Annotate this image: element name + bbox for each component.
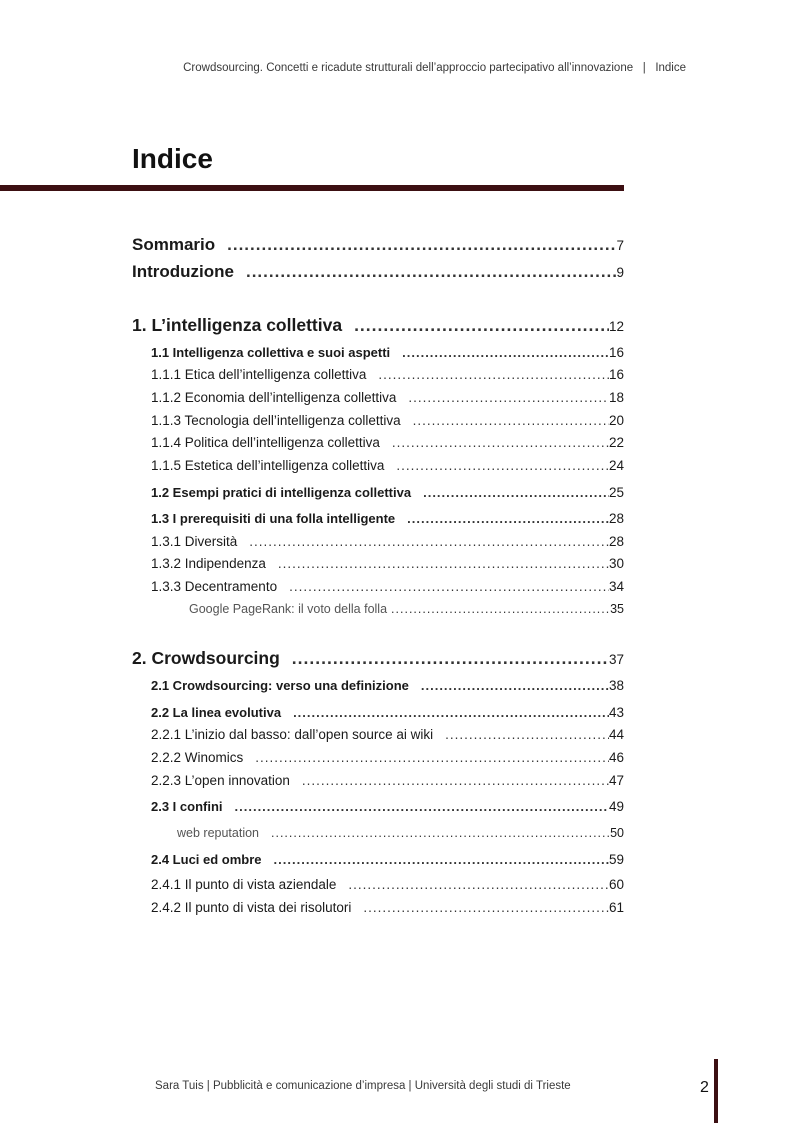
header-separator: | <box>642 62 646 74</box>
toc-entry[interactable] <box>132 648 624 669</box>
toc-entry[interactable] <box>151 773 624 788</box>
toc-label: 2.2.1 L’inizio dal basso: dall’open source ai wiki <box>151 727 434 742</box>
toc-leader <box>348 877 609 892</box>
toc-label: 2.4.2 Il punto di vista dei risolutori <box>151 900 352 915</box>
toc-leader <box>392 435 609 450</box>
toc-entry[interactable] <box>151 390 624 405</box>
toc-leader <box>421 678 609 693</box>
toc-page: 16 <box>608 367 624 382</box>
toc-page: 43 <box>608 705 624 720</box>
toc-page: 22 <box>608 435 624 450</box>
toc-label: web reputation <box>177 826 260 840</box>
toc-entry[interactable] <box>151 678 624 693</box>
toc-page: 16 <box>608 345 624 360</box>
toc-leader <box>423 485 609 500</box>
toc-page: 59 <box>608 852 624 867</box>
toc-page: 28 <box>608 511 624 526</box>
toc-leader <box>391 602 610 616</box>
toc-entry[interactable] <box>151 727 624 742</box>
toc-entry[interactable] <box>132 262 624 282</box>
toc-label: 2.2 La linea evolutiva <box>151 705 282 720</box>
toc-leader <box>413 413 609 428</box>
toc-leader <box>445 727 609 742</box>
toc-page: 25 <box>608 485 624 500</box>
toc-entry[interactable] <box>151 345 624 360</box>
toc-leader <box>246 262 617 282</box>
toc-entry[interactable] <box>132 235 624 255</box>
page-number: 2 <box>700 1079 709 1096</box>
toc-label: 2.3 I confini <box>151 799 223 814</box>
toc-label: 1.3.1 Diversità <box>151 534 238 549</box>
toc-page: 28 <box>608 534 624 549</box>
toc-leader <box>235 799 609 814</box>
toc-entry[interactable] <box>189 602 624 616</box>
toc-entry[interactable] <box>151 900 624 915</box>
toc-page: 44 <box>608 727 624 742</box>
toc-label: 1.1.2 Economia dell’intelligenza collettiva <box>151 390 397 405</box>
toc-page: 20 <box>608 413 624 428</box>
page-title: Indice <box>132 143 213 174</box>
toc-page: 50 <box>610 826 624 840</box>
running-title: Crowdsourcing. Concetti e ricadute strutturali dell’approccio partecipativo all’innovazione <box>183 62 634 74</box>
toc-label: Google PageRank: il voto della folla <box>189 602 388 616</box>
header-section: Indice <box>655 62 686 74</box>
toc-leader <box>271 826 610 840</box>
toc-leader <box>274 852 609 867</box>
toc-entry[interactable] <box>151 750 624 765</box>
toc-page: 60 <box>608 877 624 892</box>
toc-label: 2.2.2 Winomics <box>151 750 244 765</box>
toc-entry[interactable] <box>151 852 624 867</box>
toc-leader <box>363 900 609 915</box>
toc-entry[interactable] <box>151 435 624 450</box>
toc-page: 30 <box>608 556 624 571</box>
toc-label: 1. L’intelligenza collettiva <box>132 315 343 335</box>
running-header <box>131 62 686 74</box>
toc-entry[interactable] <box>151 534 624 549</box>
toc-page: 24 <box>608 458 624 473</box>
toc-label: 1.2 Esempi pratici di intelligenza collettiva <box>151 485 412 500</box>
toc-leader <box>292 648 609 669</box>
toc-label: 1.1.5 Estetica dell’intelligenza collettiva <box>151 458 385 473</box>
toc-page: 38 <box>608 678 624 693</box>
toc-entry[interactable] <box>151 579 624 594</box>
toc-leader <box>227 235 616 255</box>
toc-leader <box>378 367 609 382</box>
toc-page: 18 <box>608 390 624 405</box>
toc-leader <box>408 390 609 405</box>
toc-page: 9 <box>616 265 624 280</box>
toc-leader <box>396 458 609 473</box>
toc-entry[interactable] <box>151 877 624 892</box>
toc-leader <box>302 773 609 788</box>
toc-page: 49 <box>608 799 624 814</box>
toc-leader <box>255 750 609 765</box>
toc-entry[interactable] <box>151 556 624 571</box>
toc-label: Sommario <box>132 235 216 254</box>
toc-entry[interactable] <box>177 826 624 840</box>
toc-label: 1.1.4 Politica dell’intelligenza collettiva <box>151 435 380 450</box>
toc-page: 61 <box>608 900 624 915</box>
toc-leader <box>289 579 609 594</box>
toc-entry[interactable] <box>151 511 624 526</box>
toc-entry[interactable] <box>151 705 624 720</box>
toc-entry[interactable] <box>132 315 624 336</box>
toc-page: 37 <box>608 652 624 667</box>
page-number-bar <box>714 1059 718 1123</box>
toc-page: 46 <box>608 750 624 765</box>
toc-label: 1.3.3 Decentramento <box>151 579 278 594</box>
toc-entry[interactable] <box>151 458 624 473</box>
toc-page: 47 <box>608 773 624 788</box>
toc-label: 1.1.1 Etica dell’intelligenza collettiva <box>151 367 367 382</box>
toc-leader <box>407 511 609 526</box>
toc-label: 1.3 I prerequisiti di una folla intelligente <box>151 511 396 526</box>
title-rule <box>0 185 624 191</box>
toc-leader <box>402 345 609 360</box>
toc-leader <box>354 315 609 336</box>
toc-label: 1.3.2 Indipendenza <box>151 556 266 571</box>
toc-label: 2.4.1 Il punto di vista aziendale <box>151 877 337 892</box>
toc-page: 35 <box>610 602 624 616</box>
toc-leader <box>293 705 609 720</box>
toc-label: 2.2.3 L’open innovation <box>151 773 290 788</box>
toc-label: 2.4 Luci ed ombre <box>151 852 262 867</box>
toc-label: 2. Crowdsourcing <box>132 648 280 668</box>
toc-label: 2.1 Crowdsourcing: verso una definizione <box>151 678 409 693</box>
toc-entry[interactable] <box>151 799 624 814</box>
toc-entry[interactable] <box>151 367 624 382</box>
toc-page: 7 <box>616 238 624 253</box>
toc-entry[interactable] <box>151 485 624 500</box>
toc-leader <box>278 556 609 571</box>
toc-label: 1.1.3 Tecnologia dell’intelligenza collettiva <box>151 413 401 428</box>
toc-page: 12 <box>608 319 624 334</box>
toc-entry[interactable] <box>151 413 624 428</box>
toc-leader <box>249 534 609 549</box>
toc-label: Introduzione <box>132 262 234 281</box>
page-footer: Sara Tuis | Pubblicità e comunicazione d’impresa | Università degli studi di Trieste <box>155 1080 571 1092</box>
toc-page: 34 <box>608 579 624 594</box>
toc-label: 1.1 Intelligenza collettiva e suoi aspetti <box>151 345 391 360</box>
